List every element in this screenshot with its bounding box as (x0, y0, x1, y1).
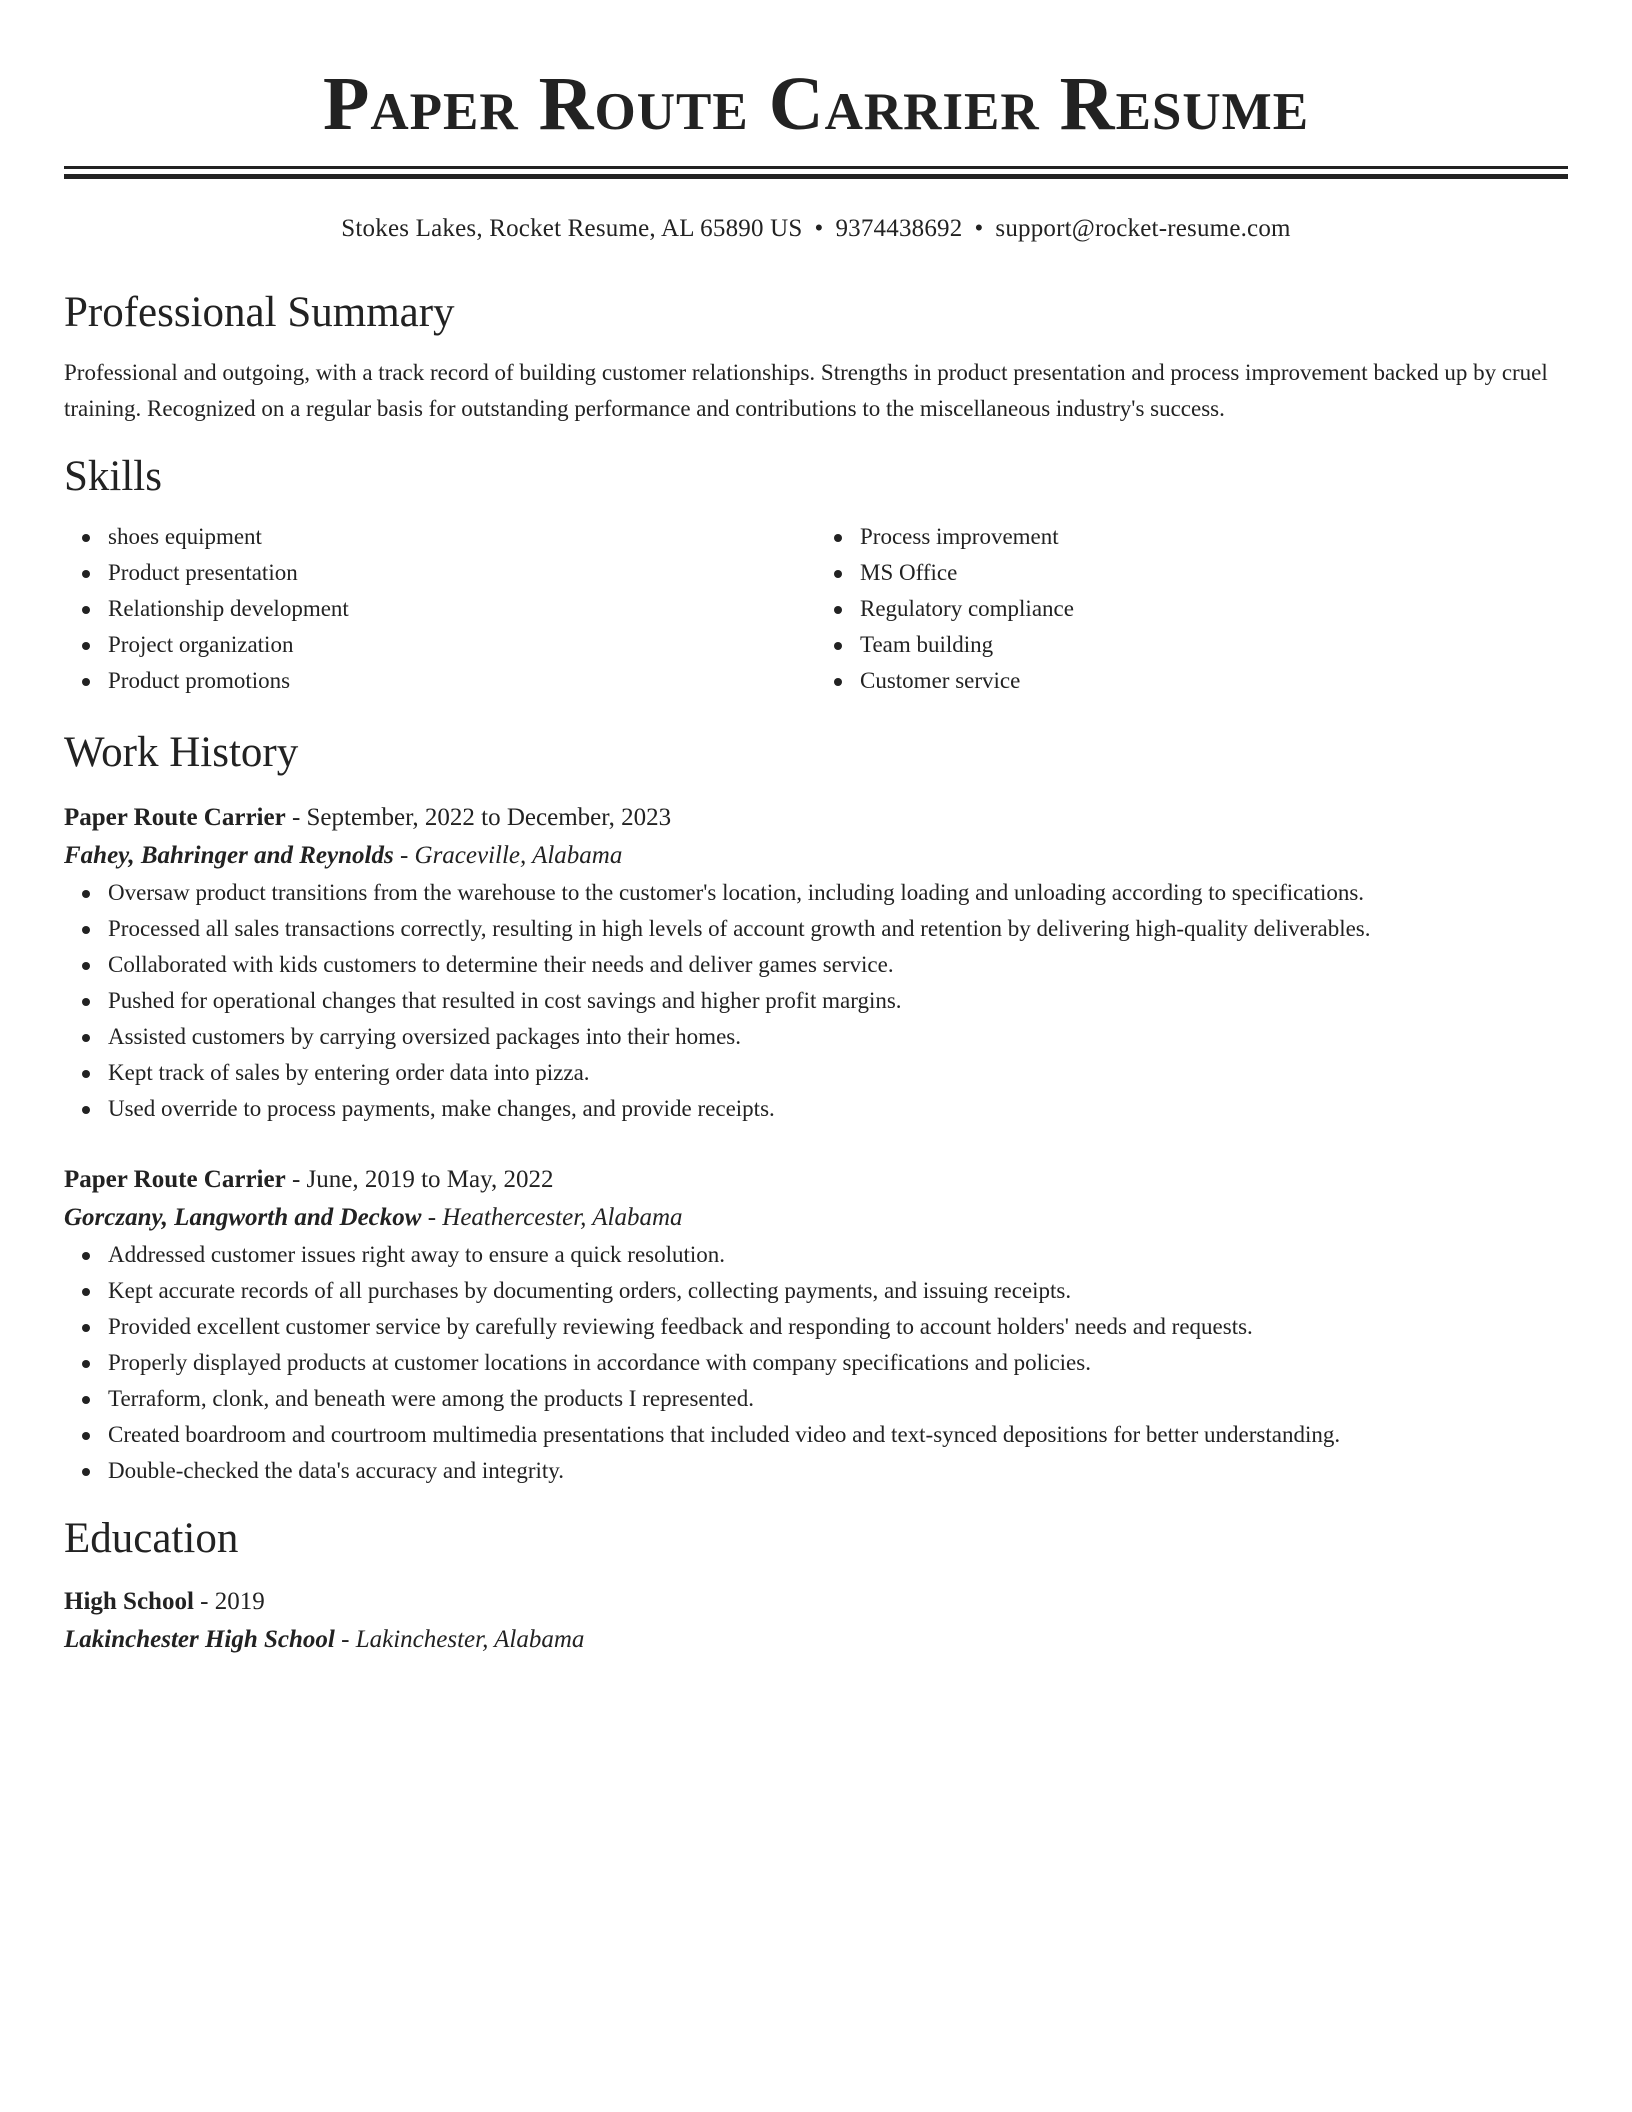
education-entry (64, 1583, 1568, 1659)
education-degree-line (64, 1583, 1568, 1621)
job-company-line (64, 837, 1568, 875)
job-duties-list (64, 875, 1568, 1127)
job-duty-item: Kept track of sales by entering order data into pizza. (108, 1055, 1568, 1091)
education-school: Lakinchester High School (64, 1626, 335, 1653)
contact-separator: • (974, 215, 984, 242)
job-duties-list (64, 1237, 1568, 1489)
job-duty-item: Terraform, clonk, and beneath were among the products I represented. (108, 1381, 1568, 1417)
skills-heading: Skills (64, 453, 162, 500)
education-dash: - (200, 1588, 209, 1615)
skill-item: Product promotions (108, 663, 816, 699)
job-title-line (64, 799, 1568, 837)
contact-line (64, 213, 1568, 245)
skill-item: Product presentation (108, 555, 816, 591)
job-entry (64, 1161, 1568, 1489)
education-school-line (64, 1621, 1568, 1659)
education-dash: - (341, 1626, 350, 1653)
job-dates: June, 2019 to May, 2022 (306, 1166, 554, 1193)
skill-item: shoes equipment (108, 519, 816, 555)
skills-columns (64, 519, 1568, 699)
summary-heading: Professional Summary (64, 289, 455, 336)
skill-item: Regulatory compliance (860, 591, 1568, 627)
title-divider-bottom (64, 174, 1568, 179)
education-degree: High School (64, 1588, 194, 1615)
summary-text: Professional and outgoing, with a track record of building customer relationships. Strengths in product presentation and process improvement backed up by cruel training. Recognized on a regular basis for outstanding performance and contributions to the miscellaneous industry's success. (64, 360, 1548, 421)
skill-item: Customer service (860, 663, 1568, 699)
job-title: Paper Route Carrier (64, 1166, 286, 1193)
job-dash: - (291, 804, 301, 831)
skill-item: Team building (860, 627, 1568, 663)
education-location: Lakinchester, Alabama (355, 1626, 585, 1653)
resume-title: Paper Route Carrier Resume (322, 62, 1310, 146)
job-duty-item: Addressed customer issues right away to ensure a quick resolution. (108, 1237, 1568, 1273)
job-duty-item: Properly displayed products at customer locations in accordance with company specifications and policies. (108, 1345, 1568, 1381)
job-dash: - (399, 842, 409, 869)
skill-item: Process improvement (860, 519, 1568, 555)
job-duty-item: Collaborated with kids customers to determine their needs and deliver games service. (108, 947, 1568, 983)
skills-list-left (64, 519, 816, 699)
job-duty-item: Assisted customers by carrying oversized packages into their homes. (108, 1019, 1568, 1055)
job-entry (64, 799, 1568, 1127)
job-company-line (64, 1199, 1568, 1237)
job-location: Graceville, Alabama (414, 842, 623, 869)
skill-item: MS Office (860, 555, 1568, 591)
job-company: Gorczany, Langworth and Deckow (64, 1204, 422, 1231)
job-duty-item: Pushed for operational changes that resulted in cost savings and higher profit margins. (108, 983, 1568, 1019)
job-duty-item: Processed all sales transactions correctly, resulting in high levels of account growth and retention by delivering high-quality deliverables. (108, 911, 1568, 947)
job-dash: - (291, 1166, 301, 1193)
job-duty-item: Used override to process payments, make changes, and provide receipts. (108, 1091, 1568, 1127)
job-company: Fahey, Bahringer and Reynolds (64, 842, 394, 869)
contact-phone: 9374438692 (835, 215, 963, 242)
contact-email: support@rocket-resume.com (995, 215, 1291, 242)
contact-address: Stokes Lakes, Rocket Resume, AL 65890 US (341, 215, 803, 242)
job-dates: September, 2022 to December, 2023 (306, 804, 672, 831)
skills-list-right (816, 519, 1568, 699)
education-year: 2019 (214, 1588, 265, 1615)
job-duty-item: Kept accurate records of all purchases by documenting orders, collecting payments, and issuing receipts. (108, 1273, 1568, 1309)
title-divider-top (64, 166, 1568, 169)
work-history-heading: Work History (64, 729, 299, 776)
job-duty-item: Oversaw product transitions from the warehouse to the customer's location, including loading and unloading according to specifications. (108, 875, 1568, 911)
contact-separator: • (814, 215, 824, 242)
job-duty-item: Double-checked the data's accuracy and integrity. (108, 1453, 1568, 1489)
job-title-line (64, 1161, 1568, 1199)
job-duty-item: Created boardroom and courtroom multimedia presentations that included video and text-synced depositions for better understanding. (108, 1417, 1568, 1453)
education-heading: Education (64, 1515, 239, 1562)
job-duty-item: Provided excellent customer service by carefully reviewing feedback and responding to account holders' needs and requests. (108, 1309, 1568, 1345)
skill-item: Relationship development (108, 591, 816, 627)
job-location: Heathercester, Alabama (442, 1204, 683, 1231)
job-dash: - (427, 1204, 437, 1231)
job-title: Paper Route Carrier (64, 804, 286, 831)
skill-item: Project organization (108, 627, 816, 663)
